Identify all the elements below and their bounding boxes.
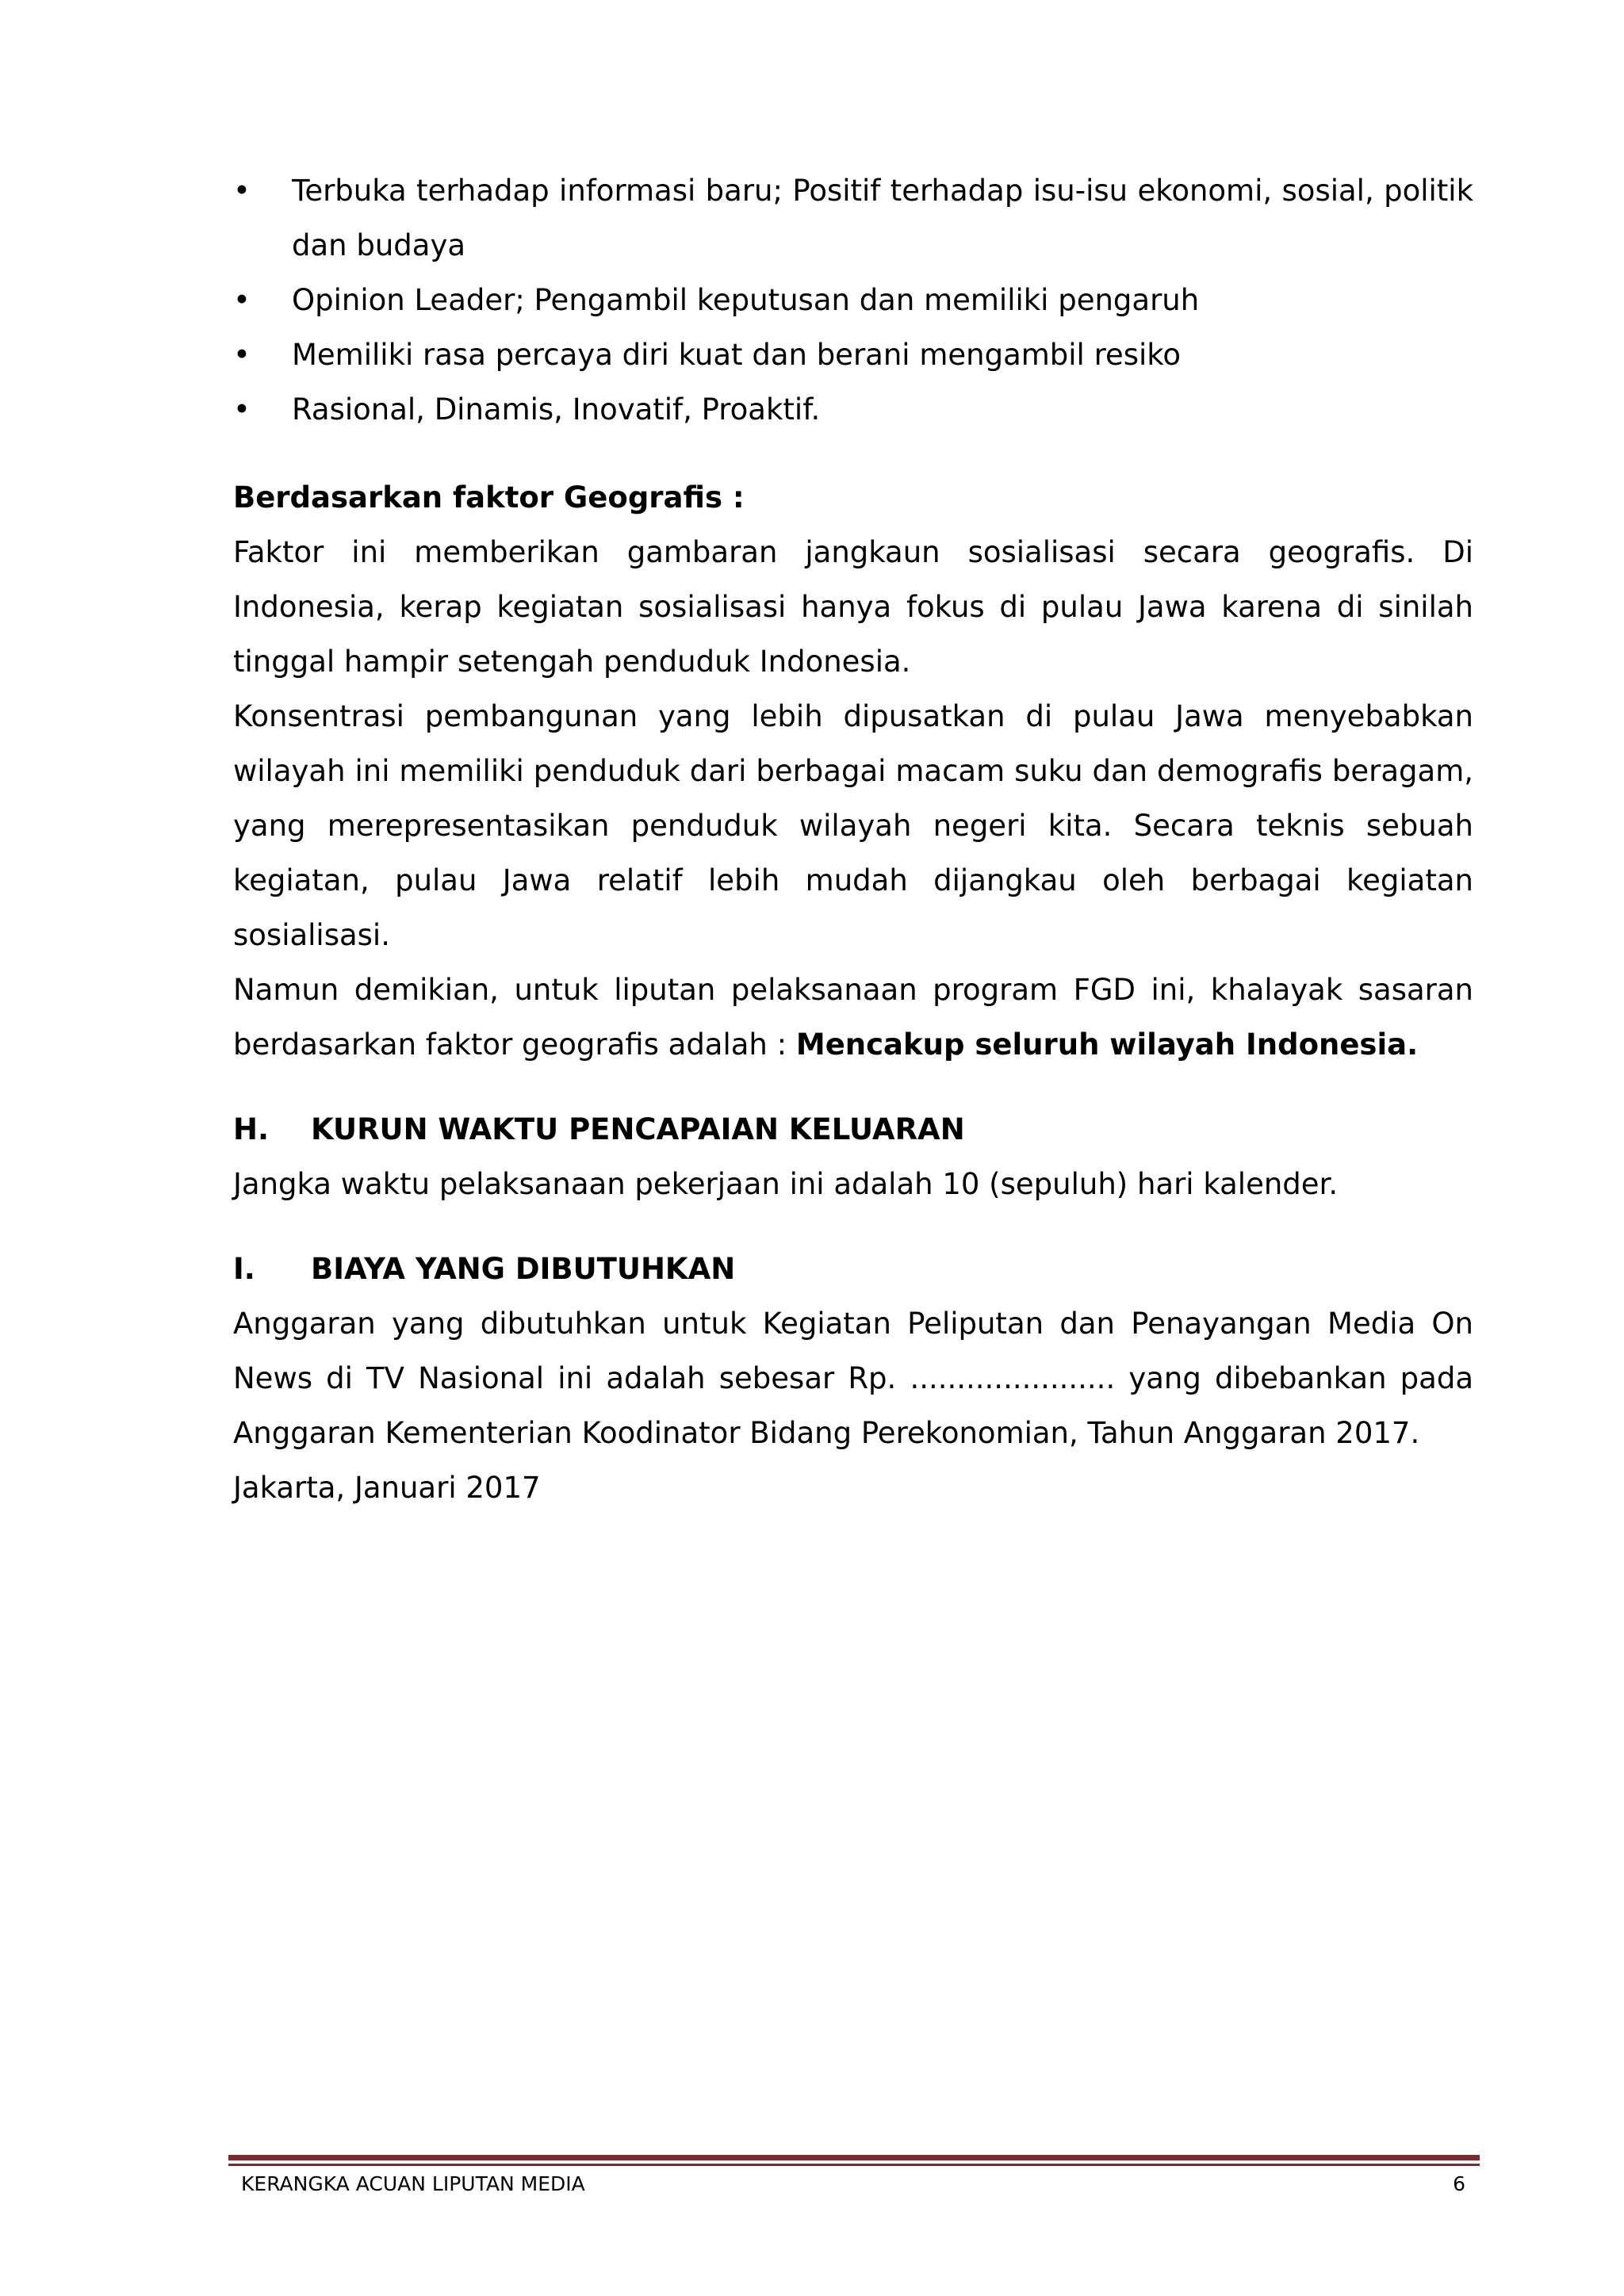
section-i-body: Anggaran yang dibutuhkan untuk Kegiatan Peliputan dan Penayangan Media On News di TV Nasional ini adalah sebesar Rp. ...................... yang dibebankan pada Anggaran Kementerian Koodinator Bidang Perekonomian, Tahun Anggaran 2017. bbox=[233, 1307, 1473, 1450]
list-item-text: Memiliki rasa percaya diri kuat dan berani mengambil resiko bbox=[292, 338, 1182, 372]
section-i-heading bbox=[233, 1242, 1473, 1296]
list-item bbox=[233, 163, 1473, 273]
document-body bbox=[233, 163, 1473, 1515]
footer-title: KERANGKA ACUAN LIPUTAN MEDIA bbox=[241, 2172, 585, 2195]
bullet-list bbox=[233, 163, 1473, 437]
footer-row bbox=[228, 2171, 1480, 2198]
page-footer bbox=[228, 2155, 1480, 2198]
signature-place-date: Jakarta, Januari 2017 bbox=[233, 1471, 541, 1505]
geo-paragraph-3-text: Namun demikian, untuk liputan pelaksanaan program FGD ini, khalayak sasaran berdasarkan faktor geografis adalah : bbox=[233, 973, 1473, 1062]
section-h-body: Jangka waktu pelaksanaan pekerjaan ini adalah 10 (sepuluh) hari kalender. bbox=[233, 1167, 1339, 1201]
bullet-icon: • bbox=[233, 338, 251, 372]
list-item-text: Rasional, Dinamis, Inovatif, Proaktif. bbox=[292, 392, 821, 427]
footer-rule-thin bbox=[228, 2164, 1480, 2166]
bullet-icon: • bbox=[233, 392, 251, 427]
geo-paragraph-3 bbox=[233, 962, 1473, 1072]
list-item-text: Opinion Leader; Pengambil keputusan dan memiliki pengaruh bbox=[292, 283, 1200, 317]
section-i-letter: I. bbox=[233, 1252, 255, 1286]
geo-paragraph-2: Konsentrasi pembangunan yang lebih dipusatkan di pulau Jawa menyebabkan wilayah ini memiliki penduduk dari berbagai macam suku dan demografis beragam, yang merepresentasikan penduduk wilayah negeri kita. Secara teknis sebuah kegiatan, pulau Jawa relatif lebih mudah dijangkau oleh berbagai kegiatan sosialisasi. bbox=[233, 699, 1473, 952]
footer-rule bbox=[228, 2155, 1480, 2160]
list-item bbox=[233, 327, 1473, 382]
bullet-icon: • bbox=[233, 283, 251, 317]
page-number: 6 bbox=[1453, 2172, 1465, 2195]
section-h-heading bbox=[233, 1102, 1473, 1157]
geo-paragraph-3-bold: Mencakup seluruh wilayah Indonesia. bbox=[795, 1027, 1419, 1062]
geo-heading: Berdasarkan faktor Geografis : bbox=[233, 480, 745, 515]
bullet-icon: • bbox=[233, 174, 251, 208]
section-h-title: KURUN WAKTU PENCAPAIAN KELUARAN bbox=[311, 1112, 965, 1146]
list-item bbox=[233, 273, 1473, 327]
list-item bbox=[233, 382, 1473, 437]
geo-paragraph-1: Faktor ini memberikan gambaran jangkaun sosialisasi secara geografis. Di Indonesia, kerap kegiatan sosialisasi hanya fokus di pulau Jawa karena di sinilah tinggal hampir setengah penduduk Indonesia. bbox=[233, 535, 1473, 679]
list-item-text: Terbuka terhadap informasi baru; Positif terhadap isu-isu ekonomi, sosial, politik dan budaya bbox=[292, 174, 1473, 262]
section-i-title: BIAYA YANG DIBUTUHKAN bbox=[311, 1252, 736, 1286]
section-h-letter: H. bbox=[233, 1112, 270, 1146]
